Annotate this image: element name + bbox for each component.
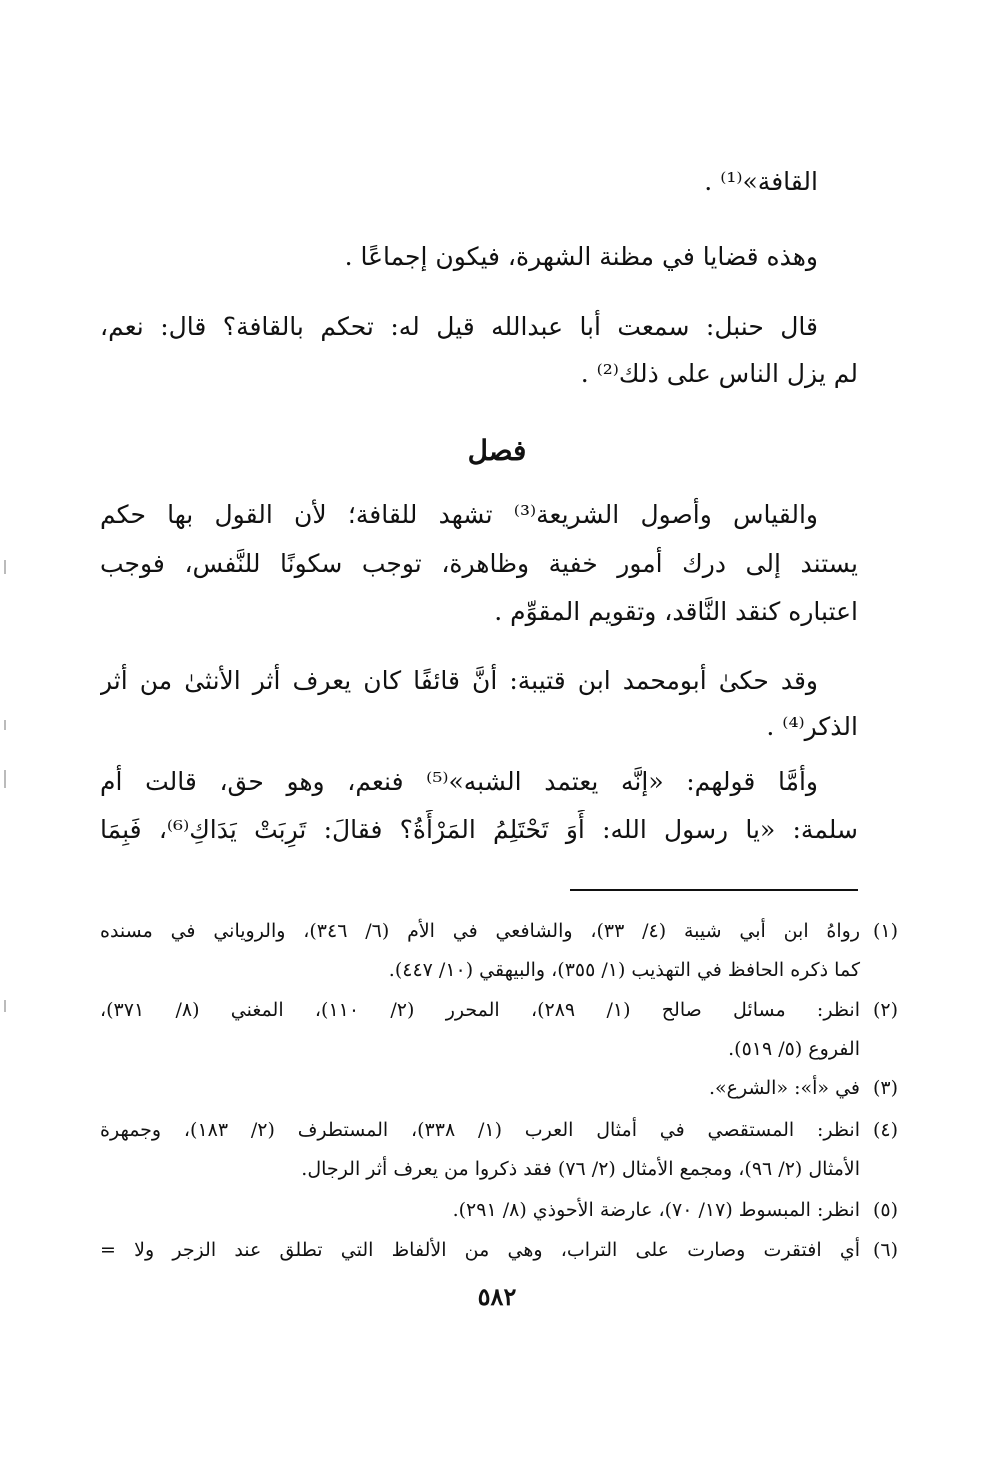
- footnote-line: الأمثال (٢/ ٩٦)، ومجمع الأمثال (٢/ ٧٦) فقد ذكروا من يعرف أثر الرجال.: [301, 1158, 860, 1180]
- text-line: سلمة: «يا رسول الله: أَوَ تَحْتَلِمُ المَرْأَةُ؟ فقالَ: تَرِبَتْ يَدَاكِ⁽⁶⁾، فَبِمَا: [100, 815, 858, 844]
- footnote-number: (٤): [872, 1119, 898, 1141]
- scan-edge-marks: [4, 0, 12, 1458]
- scan-speck: [4, 770, 6, 788]
- text-line: وقد حكىٰ أبومحمد ابن قتيبة: أنَّ قائفًا كان يعرف أثر الأنثىٰ من أثر: [100, 666, 818, 695]
- text-line: الذكر⁽⁴⁾ .: [766, 712, 858, 741]
- footnote-line: في «أ»: «الشرع».: [708, 1077, 860, 1099]
- footnote-number: (٦): [872, 1239, 898, 1261]
- text-line: لم يزل الناس على ذلك⁽²⁾ .: [580, 359, 858, 388]
- page-number: ٥٨٢: [477, 1282, 517, 1311]
- footnote-number: (٣): [872, 1077, 898, 1099]
- text-line: وهذه قضايا في مظنة الشهرة، فيكون إجماعًا .: [344, 242, 818, 271]
- footnote-line: انظر: المستقصي في أمثال العرب (١/ ٣٣٨)، المستطرف (٢/ ١٨٣)، وجمهرة: [100, 1119, 860, 1141]
- scan-speck: [4, 720, 6, 730]
- footnote-number: (٢): [872, 999, 898, 1021]
- text-line: اعتباره كنقد النَّاقد، وتقويم المقوِّم .: [494, 597, 858, 626]
- scan-speck: [4, 1000, 6, 1012]
- text-line: يستند إلى درك أمور خفية وظاهرة، توجب سكونًا للنَّفس، فوجب: [100, 549, 858, 578]
- text-line: القافة»⁽¹⁾ .: [704, 167, 818, 196]
- scan-speck: [4, 560, 6, 574]
- text-line: وأمَّا قولهم: «إنَّه يعتمد الشبه»⁽⁵⁾ فنعم، وهو حق، قالت أم: [100, 767, 818, 796]
- footnote-line: انظر: مسائل صالح (١/ ٢٨٩)، المحرر (٢/ ١١٠)، المغني (٨/ ٣٧١)،: [100, 999, 860, 1021]
- section-heading: فصل: [467, 434, 527, 467]
- text-line: والقياس وأصول الشريعة⁽³⁾ تشهد للقافة؛ لأن القول بها حكم: [100, 500, 818, 529]
- footnote-line: أي افتقرت وصارت على التراب، وهي من الألفاظ التي تطلق عند الزجر ولا =: [100, 1239, 860, 1261]
- footnote-number: (١): [872, 920, 898, 942]
- footnote-line: انظر: المبسوط (١٧/ ٧٠)، عارضة الأحوذي (٨/ ٢٩١).: [452, 1199, 860, 1221]
- footnote-line: الفروع (٥/ ٥١٩).: [728, 1038, 860, 1060]
- footnote-separator: [570, 889, 858, 891]
- text-line: قال حنبل: سمعت أبا عبدالله قيل له: تحكم بالقافة؟ قال: نعم،: [100, 312, 818, 341]
- footnote-line: رواهُ ابن أبي شيبة (٤/ ٣٣)، والشافعي في الأم (٦/ ٣٤٦)، والروياني في مسنده: [100, 920, 860, 942]
- footnote-line: كما ذكره الحافظ في التهذيب (١/ ٣٥٥)، والبيهقي (١٠/ ٤٤٧).: [388, 959, 860, 981]
- footnote-number: (٥): [872, 1199, 898, 1221]
